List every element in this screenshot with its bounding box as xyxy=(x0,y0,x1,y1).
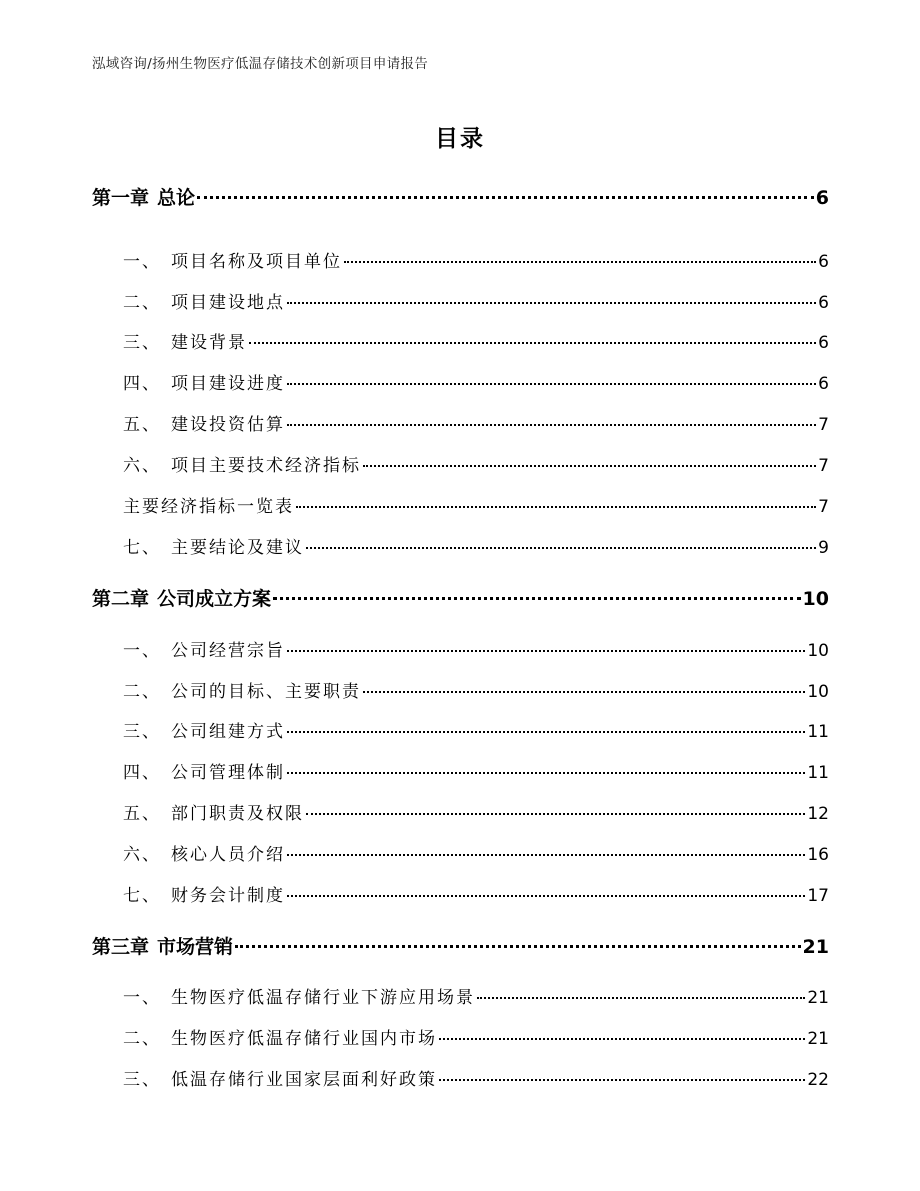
toc-entry-page-number: 6 xyxy=(815,187,829,209)
toc-entry-number: 二、 xyxy=(123,682,161,702)
toc-entry-number: 二、 xyxy=(123,293,161,313)
toc-section-entry[interactable] xyxy=(123,328,829,353)
toc-section-entry[interactable] xyxy=(123,451,829,476)
toc-entry-page-number: 12 xyxy=(807,804,829,824)
toc-entry-page-number: 6 xyxy=(818,293,829,313)
toc-entry-label: 项目主要技术经济指标 xyxy=(171,456,361,476)
dot-leader xyxy=(477,997,805,999)
toc-entry-page-number: 7 xyxy=(818,415,829,435)
toc-entry-label: 项目名称及项目单位 xyxy=(171,252,342,272)
toc-entry-label: 公司经营宗旨 xyxy=(171,641,285,661)
toc-entry-number: 三、 xyxy=(123,333,161,353)
toc-entry-page-number: 22 xyxy=(807,1070,829,1090)
dot-leader xyxy=(287,854,805,856)
toc-chapter-entry[interactable] xyxy=(92,183,829,210)
toc-section-entry[interactable] xyxy=(123,983,829,1008)
toc-entry-label: 低温存储行业国家层面利好政策 xyxy=(171,1070,437,1090)
toc-section-entry[interactable] xyxy=(123,677,829,702)
dot-leader xyxy=(439,1038,805,1040)
toc-entry-label: 生物医疗低温存储行业下游应用场景 xyxy=(171,988,475,1008)
toc-entry-page-number: 21 xyxy=(802,936,829,958)
toc-section-entry[interactable] xyxy=(123,799,829,824)
toc-entry-page-number: 11 xyxy=(807,722,829,742)
toc-entry-page-number: 9 xyxy=(818,538,829,558)
toc-entry-number: 一、 xyxy=(123,641,161,661)
dot-leader xyxy=(363,691,805,693)
toc-entry-label: 核心人员介绍 xyxy=(171,845,285,865)
dot-leader xyxy=(296,506,816,508)
toc-entry-page-number: 10 xyxy=(802,588,829,610)
toc-section-entry[interactable] xyxy=(123,636,829,661)
toc-section-entry[interactable] xyxy=(123,1065,829,1090)
toc-section-entry[interactable] xyxy=(123,369,829,394)
toc-entry-number: 一、 xyxy=(123,988,161,1008)
toc-section-entry[interactable] xyxy=(123,247,829,272)
toc-entry-page-number: 11 xyxy=(807,763,829,783)
toc-entry-page-number: 21 xyxy=(807,988,829,1008)
toc-entry-label: 市场营销 xyxy=(157,936,234,958)
dot-leader xyxy=(235,945,801,948)
dot-leader xyxy=(287,302,816,304)
toc-section-entry[interactable] xyxy=(123,1024,829,1049)
toc-entry-label: 主要经济指标一览表 xyxy=(123,497,294,517)
toc-section-entry[interactable] xyxy=(123,410,829,435)
toc-entry-label: 总论 xyxy=(157,187,196,209)
toc-section-entry[interactable] xyxy=(123,288,829,313)
toc-entry-label: 建设背景 xyxy=(171,333,247,353)
toc-entry-label: 财务会计制度 xyxy=(171,886,285,906)
toc-entry-label: 生物医疗低温存储行业国内市场 xyxy=(171,1029,437,1049)
toc-entry-number: 五、 xyxy=(123,804,161,824)
toc-entry-number: 第三章 xyxy=(92,936,150,958)
toc-entry-label: 公司成立方案 xyxy=(157,588,272,610)
toc-entry-page-number: 7 xyxy=(818,456,829,476)
toc-chapter-entry[interactable] xyxy=(92,932,829,959)
dot-leader xyxy=(287,772,805,774)
dot-leader xyxy=(287,895,805,897)
toc-entry-number: 六、 xyxy=(123,845,161,865)
toc-section-entry[interactable] xyxy=(123,492,829,517)
toc-section-entry[interactable] xyxy=(123,758,829,783)
dot-leader xyxy=(287,424,816,426)
toc-entry-number: 第二章 xyxy=(92,588,150,610)
dot-leader xyxy=(306,813,805,815)
toc-section-entry[interactable] xyxy=(123,717,829,742)
dot-leader xyxy=(249,342,816,344)
toc-entry-page-number: 6 xyxy=(818,333,829,353)
toc-entry-number: 四、 xyxy=(123,763,161,783)
toc-entry-number: 一、 xyxy=(123,252,161,272)
toc-entry-label: 公司组建方式 xyxy=(171,722,285,742)
running-header: 泓域咨询/扬州生物医疗低温存储技术创新项目申请报告 xyxy=(92,56,429,72)
toc-section-entry[interactable] xyxy=(123,840,829,865)
dot-leader xyxy=(287,383,816,385)
dot-leader xyxy=(344,261,816,263)
toc-entry-page-number: 7 xyxy=(818,497,829,517)
toc-entry-page-number: 21 xyxy=(807,1029,829,1049)
toc-entry-number: 二、 xyxy=(123,1029,161,1049)
toc-section-entry[interactable] xyxy=(123,533,829,558)
toc-entry-label: 项目建设地点 xyxy=(171,293,285,313)
toc-entry-label: 主要结论及建议 xyxy=(171,538,304,558)
dot-leader xyxy=(287,731,805,733)
dot-leader xyxy=(363,465,816,467)
toc-entry-number: 六、 xyxy=(123,456,161,476)
toc-entry-number: 七、 xyxy=(123,538,161,558)
dot-leader xyxy=(306,547,816,549)
toc-entry-page-number: 10 xyxy=(807,641,829,661)
toc-entry-number: 五、 xyxy=(123,415,161,435)
toc-entry-number: 四、 xyxy=(123,374,161,394)
toc-chapter-entry[interactable] xyxy=(92,584,829,611)
toc-entry-number: 第一章 xyxy=(92,187,150,209)
toc-entry-page-number: 6 xyxy=(818,374,829,394)
toc-entry-number: 三、 xyxy=(123,1070,161,1090)
dot-leader xyxy=(273,597,801,600)
toc-entry-number: 三、 xyxy=(123,722,161,742)
dot-leader xyxy=(439,1079,805,1081)
toc-entry-label: 公司的目标、主要职责 xyxy=(171,682,361,702)
toc-entry-page-number: 16 xyxy=(807,845,829,865)
dot-leader xyxy=(197,196,814,199)
toc-entry-number: 七、 xyxy=(123,886,161,906)
toc-entry-label: 部门职责及权限 xyxy=(171,804,304,824)
toc-entry-label: 公司管理体制 xyxy=(171,763,285,783)
dot-leader xyxy=(287,650,805,652)
toc-entry-label: 项目建设进度 xyxy=(171,374,285,394)
toc-section-entry[interactable] xyxy=(123,881,829,906)
toc-entry-label: 建设投资估算 xyxy=(171,415,285,435)
toc-entry-page-number: 17 xyxy=(807,886,829,906)
toc-entry-page-number: 6 xyxy=(818,252,829,272)
toc-entry-page-number: 10 xyxy=(807,682,829,702)
toc-title: 目录 xyxy=(435,126,485,152)
